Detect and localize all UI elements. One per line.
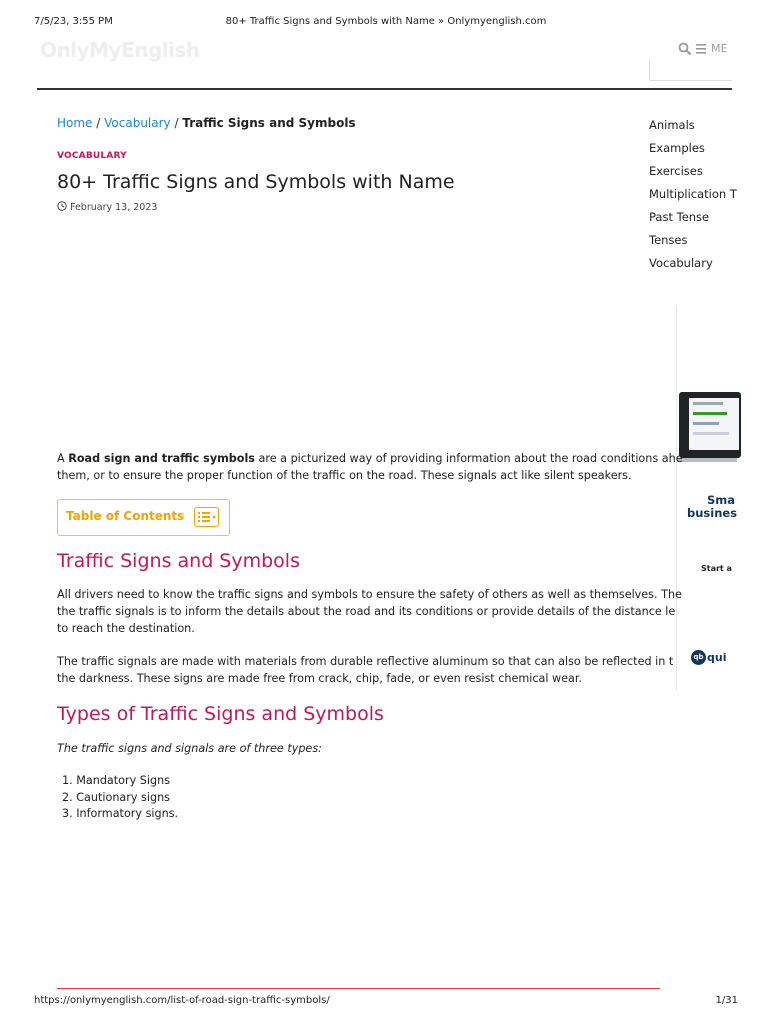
page-title: 80+ Traffic Signs and Symbols with Name xyxy=(57,171,455,193)
list-item: 2. Cautionary signs xyxy=(62,790,171,804)
sidebar-item-exercises[interactable]: Exercises xyxy=(649,164,703,178)
breadcrumb-current: Traffic Signs and Symbols xyxy=(182,116,356,130)
post-date-text: February 13, 2023 xyxy=(70,202,158,213)
paragraph-line: the darkness. These signs are made free from crack, chip, fade, or even resist chemical wear. xyxy=(57,672,583,685)
sidebar-item-past-tense[interactable]: Past Tense xyxy=(649,210,710,224)
table-of-contents xyxy=(57,499,230,536)
menu-label[interactable]: ME xyxy=(711,42,728,55)
list-item: 3. Informatory signs. xyxy=(62,807,179,820)
ad-laptop-image xyxy=(679,392,741,458)
types-intro: The traffic signs and signals are of three types: xyxy=(57,742,322,755)
ad-laptop-base xyxy=(677,458,737,462)
site-logo[interactable]: OnlyMyEnglish xyxy=(40,38,200,62)
types-list xyxy=(62,773,178,823)
ad-logo-mark: qb xyxy=(691,650,706,665)
search-icon[interactable] xyxy=(678,42,692,56)
sidebar-item-examples[interactable]: Examples xyxy=(649,141,705,155)
intro-paragraph xyxy=(57,450,683,484)
paragraph-drivers xyxy=(57,586,682,637)
sidebar-item-tenses[interactable]: Tenses xyxy=(649,233,688,247)
print-url: https://onlymyenglish.com/list-of-road-sign-traffic-symbols/ xyxy=(34,995,330,1006)
category-link[interactable]: VOCABULARY xyxy=(57,151,127,161)
section-heading-types: Types of Traffic Signs and Symbols xyxy=(57,703,384,725)
header-divider xyxy=(37,88,732,90)
intro-line2: them, or to ensure the proper function of the traffic on the road. These signals act like silent speakers. xyxy=(57,469,632,482)
toc-title[interactable]: Table of Contents xyxy=(66,509,185,523)
breadcrumb xyxy=(57,116,356,130)
ad-brand-logo xyxy=(691,647,751,667)
breadcrumb-separator: / xyxy=(174,116,179,130)
menu-icon[interactable] xyxy=(696,44,706,54)
print-datetime: 7/5/23, 3:55 PM xyxy=(34,16,113,27)
search-input[interactable] xyxy=(649,60,732,81)
ad-headline-line1: Sma xyxy=(707,493,736,507)
paragraph-materials xyxy=(57,653,674,687)
print-header xyxy=(34,16,738,30)
breadcrumb-vocabulary-link[interactable]: Vocabulary xyxy=(104,116,171,130)
breadcrumb-home-link[interactable]: Home xyxy=(57,116,93,130)
ad-headline-line2: busines xyxy=(687,506,738,520)
paragraph-line: All drivers need to know the traffic signs and symbols to ensure the safety of others as well as themselves. The xyxy=(57,588,682,601)
footer-divider xyxy=(57,988,660,989)
sidebar-item-animals[interactable]: Animals xyxy=(649,118,695,132)
post-date xyxy=(57,201,157,213)
header-tools xyxy=(672,42,732,58)
clock-icon xyxy=(57,201,67,211)
print-title: 80+ Traffic Signs and Symbols with Name » Onlymyenglish.com xyxy=(225,16,547,27)
paragraph-line: the traffic signals is to inform the details about the road and its conditions or provide details of the distance le xyxy=(57,605,676,618)
section-heading-traffic-signs: Traffic Signs and Symbols xyxy=(57,550,300,572)
ad-headline xyxy=(687,494,767,520)
list-icon xyxy=(198,511,216,523)
toc-toggle-button[interactable] xyxy=(194,507,219,527)
sidebar-categories xyxy=(649,118,739,279)
ad-logo-word: qui xyxy=(707,651,727,664)
paragraph-line: The traffic signals are made with materials from durable reflective aluminum so that can also be reflected in t xyxy=(57,655,674,668)
sidebar-item-multiplication[interactable]: Multiplication T xyxy=(649,187,737,201)
intro-prefix: A xyxy=(57,452,69,465)
list-item: 1. Mandatory Signs xyxy=(62,774,171,787)
print-page-number: 1/31 xyxy=(715,995,738,1006)
sidebar-advertisement[interactable] xyxy=(676,306,738,691)
intro-line1-rest: are a picturized way of providing information about the road conditions ahe xyxy=(254,452,683,465)
intro-bold: Road sign and traffic symbols xyxy=(68,452,255,465)
sidebar-item-vocabulary[interactable]: Vocabulary xyxy=(649,256,713,270)
ad-cta-button[interactable]: Start a xyxy=(701,564,732,573)
breadcrumb-separator: / xyxy=(96,116,101,130)
paragraph-line: to reach the destination. xyxy=(57,622,195,635)
